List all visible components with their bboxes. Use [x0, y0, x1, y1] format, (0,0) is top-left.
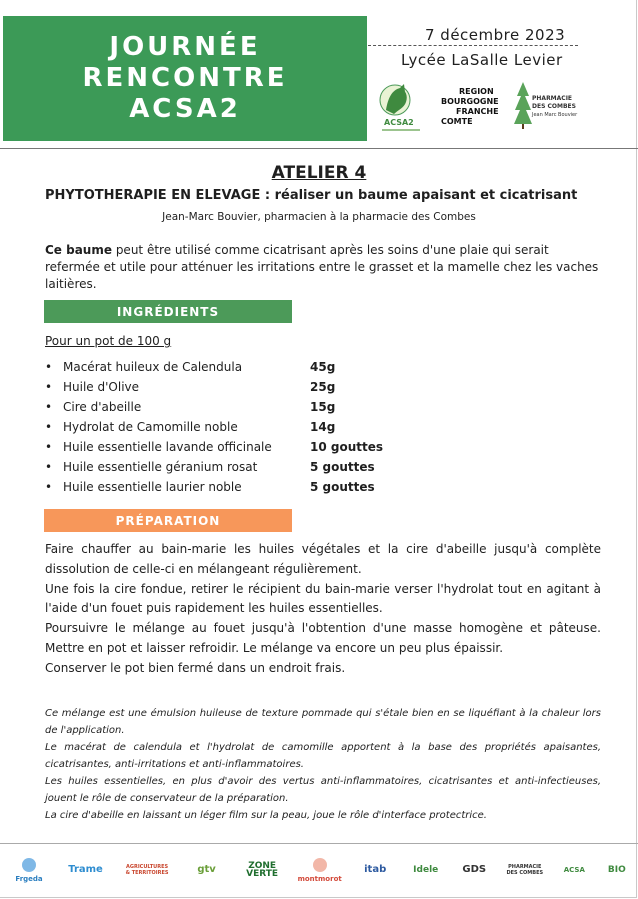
subtitle-theme: PHYTOTHERAPIE EN ELEVAGE — [45, 188, 261, 203]
header-divider — [0, 148, 638, 149]
ingredients-heading: INGRÉDIENTS — [44, 300, 292, 323]
ingredient-qty: 5 gouttes — [310, 460, 375, 474]
agricultures-logo-text: AGRICULTURES & TERRITOIRES — [125, 864, 169, 876]
bio-logo — [604, 866, 630, 874]
list-item — [45, 437, 445, 457]
region-logo-line-4: COMTE — [441, 117, 473, 126]
bullet-icon: • — [45, 460, 53, 474]
pharmacie-logo-line-3: Jean Marc Bouvier — [532, 112, 578, 118]
date-divider — [368, 45, 578, 46]
ingredient-qty: 10 gouttes — [310, 440, 384, 454]
banner-line-2: RENCONTRE — [82, 63, 288, 93]
preparation-heading: PRÉPARATION — [44, 509, 292, 532]
acsa-logo-text: ACSA2 — [384, 118, 414, 127]
event-banner — [3, 16, 367, 141]
presenter-line: Jean-Marc Bouvier, pharmacien à la pharmacie des Combes — [162, 211, 476, 223]
note-paragraph: La cire d'abeille en laissant un léger film sur la peau, joue le rôle d'interface protectrice. — [45, 810, 487, 821]
atelier-subtitle — [45, 188, 577, 203]
montmorot-logo-text: montmorot — [297, 875, 342, 883]
gtv-logo-text: gtv — [197, 864, 216, 875]
footer-divider — [0, 843, 638, 844]
notes-section — [45, 705, 601, 824]
pharmacie-logo-line-1: PHARMACIE — [532, 95, 573, 102]
note-paragraph: Le macérat de calendula et l'hydrolat de camomille apportent à la base des propriétés apaisantes, cicatrisantes, anti-irritations et anti-inflammatoires. — [45, 742, 601, 770]
itab-logo-text: itab — [364, 864, 387, 875]
ingredient-qty: 5 gouttes — [310, 480, 375, 494]
ingredient-list — [45, 357, 445, 497]
ingredient-name: Hydrolat de Camomille noble — [63, 420, 238, 434]
bio-logo-text: BIO — [607, 865, 626, 875]
bullet-icon: • — [45, 400, 53, 414]
trame-logo — [63, 866, 109, 874]
ingredient-name: Huile d'Olive — [63, 380, 140, 394]
partner-logos — [10, 848, 630, 892]
agricultures-territoires-logo — [123, 864, 171, 876]
ingredient-name: Cire d'abeille — [63, 400, 142, 414]
event-date: 7 décembre 2023 — [425, 26, 566, 44]
list-item — [45, 457, 445, 477]
pharmacie-footer-logo — [505, 864, 545, 876]
note-paragraph: Ce mélange est une émulsion huileuse de texture pommade qui s'étale bien en se liquéfiant à la chaleur lors de l'application. — [45, 708, 601, 736]
ingredient-qty: 45g — [310, 360, 336, 374]
ingredient-qty: 15g — [310, 400, 336, 414]
atelier-title: ATELIER 4 — [271, 163, 367, 183]
gds-logo-text: GDS — [462, 864, 487, 875]
bullet-icon: • — [45, 420, 53, 434]
event-location: Lycée LaSalle Levier — [401, 51, 563, 69]
banner-line-1: JOURNÉE — [109, 32, 261, 62]
region-logo-line-1: REGION — [459, 87, 494, 96]
preparation-paragraph: Conserver le pot bien fermé dans un endroit frais. — [45, 660, 346, 675]
acsa-footer-text: ACSA — [563, 866, 585, 874]
itab-logo — [357, 866, 393, 874]
bullet-icon: • — [45, 480, 53, 494]
list-item — [45, 477, 445, 497]
intro-text: peut être utilisé comme cicatrisant après les soins d'une plaie qui serait refermée et utile pour atténuer les irritations entre le grasset et la mamelle chez les vaches laitières. — [45, 243, 599, 291]
pharmacie-logo — [514, 80, 580, 130]
preparation-paragraph: Faire chauffer au bain-marie les huiles végétales et la cire d'abeille jusqu'à complète dissolution de celle-ci en mélangeant régulièrement. — [45, 542, 601, 576]
region-logo-line-2: BOURGOGNE — [441, 97, 499, 106]
ingredient-name: Huile essentielle lavande officinale — [63, 440, 272, 454]
idele-logo — [408, 866, 444, 874]
banner-line-3: ACSA2 — [129, 94, 241, 124]
intro-paragraph — [45, 242, 601, 293]
pot-size-label: Pour un pot de 100 g — [45, 334, 172, 348]
pharmacie-logo-line-2: DES COMBES — [532, 103, 576, 110]
montmorot-logo — [297, 857, 343, 883]
zone-verte-logo-text: ZONE VERTE — [246, 861, 279, 879]
gtv-logo — [186, 866, 228, 874]
trame-logo-text: Trame — [68, 864, 103, 875]
note-paragraph: Les huiles essentielles, en plus d'avoir des vertus anti-inflammatoires, cicatrisantes et anti-infectieuses, jouent le rôle de conservateur de la préparation. — [45, 776, 601, 804]
ingredient-name: Huile essentielle laurier noble — [63, 480, 242, 494]
intro-bold: Ce baume — [45, 243, 112, 257]
preparation-paragraph: Poursuivre le mélange au fouet jusqu'à l'obtention d'une masse homogène et pâteuse. Mettre en pot et laisser refroidir. Le mélange va encore un peu plus épaissir. — [45, 621, 601, 655]
bullet-icon: • — [45, 380, 53, 394]
ingredient-qty: 25g — [310, 380, 336, 394]
pharmacie-footer-text: PHARMACIE DES COMBES — [506, 864, 544, 876]
acsa-logo — [378, 80, 424, 136]
zone-verte-logo — [242, 862, 282, 878]
gds-logo — [458, 866, 490, 874]
preparation-paragraph: Une fois la cire fondue, retirer le récipient du bain-marie verser l'hydrolat tout en agitant à l'aide d'un fouet puis rapidement les huiles essentielles. — [45, 581, 601, 616]
frgeda-logo-text: Frgeda — [15, 875, 43, 883]
region-logo-line-3: FRANCHE — [456, 107, 499, 116]
bullet-icon: • — [45, 360, 53, 374]
subtitle-goal: : réaliser un baume apaisant et cicatrisant — [260, 188, 578, 203]
preparation-steps — [45, 540, 601, 679]
list-item — [45, 357, 445, 377]
ingredient-name: Huile essentielle géranium rosat — [63, 460, 258, 474]
acsa-footer-logo — [559, 866, 589, 874]
ingredient-name: Macérat huileux de Calendula — [63, 360, 243, 374]
region-bfc-logo — [441, 87, 503, 127]
ingredient-qty: 14g — [310, 420, 336, 434]
list-item — [45, 397, 445, 417]
list-item — [45, 417, 445, 437]
idele-logo-text: Idele — [413, 865, 439, 875]
bullet-icon: • — [45, 440, 53, 454]
frgeda-logo — [10, 857, 48, 883]
list-item — [45, 377, 445, 397]
